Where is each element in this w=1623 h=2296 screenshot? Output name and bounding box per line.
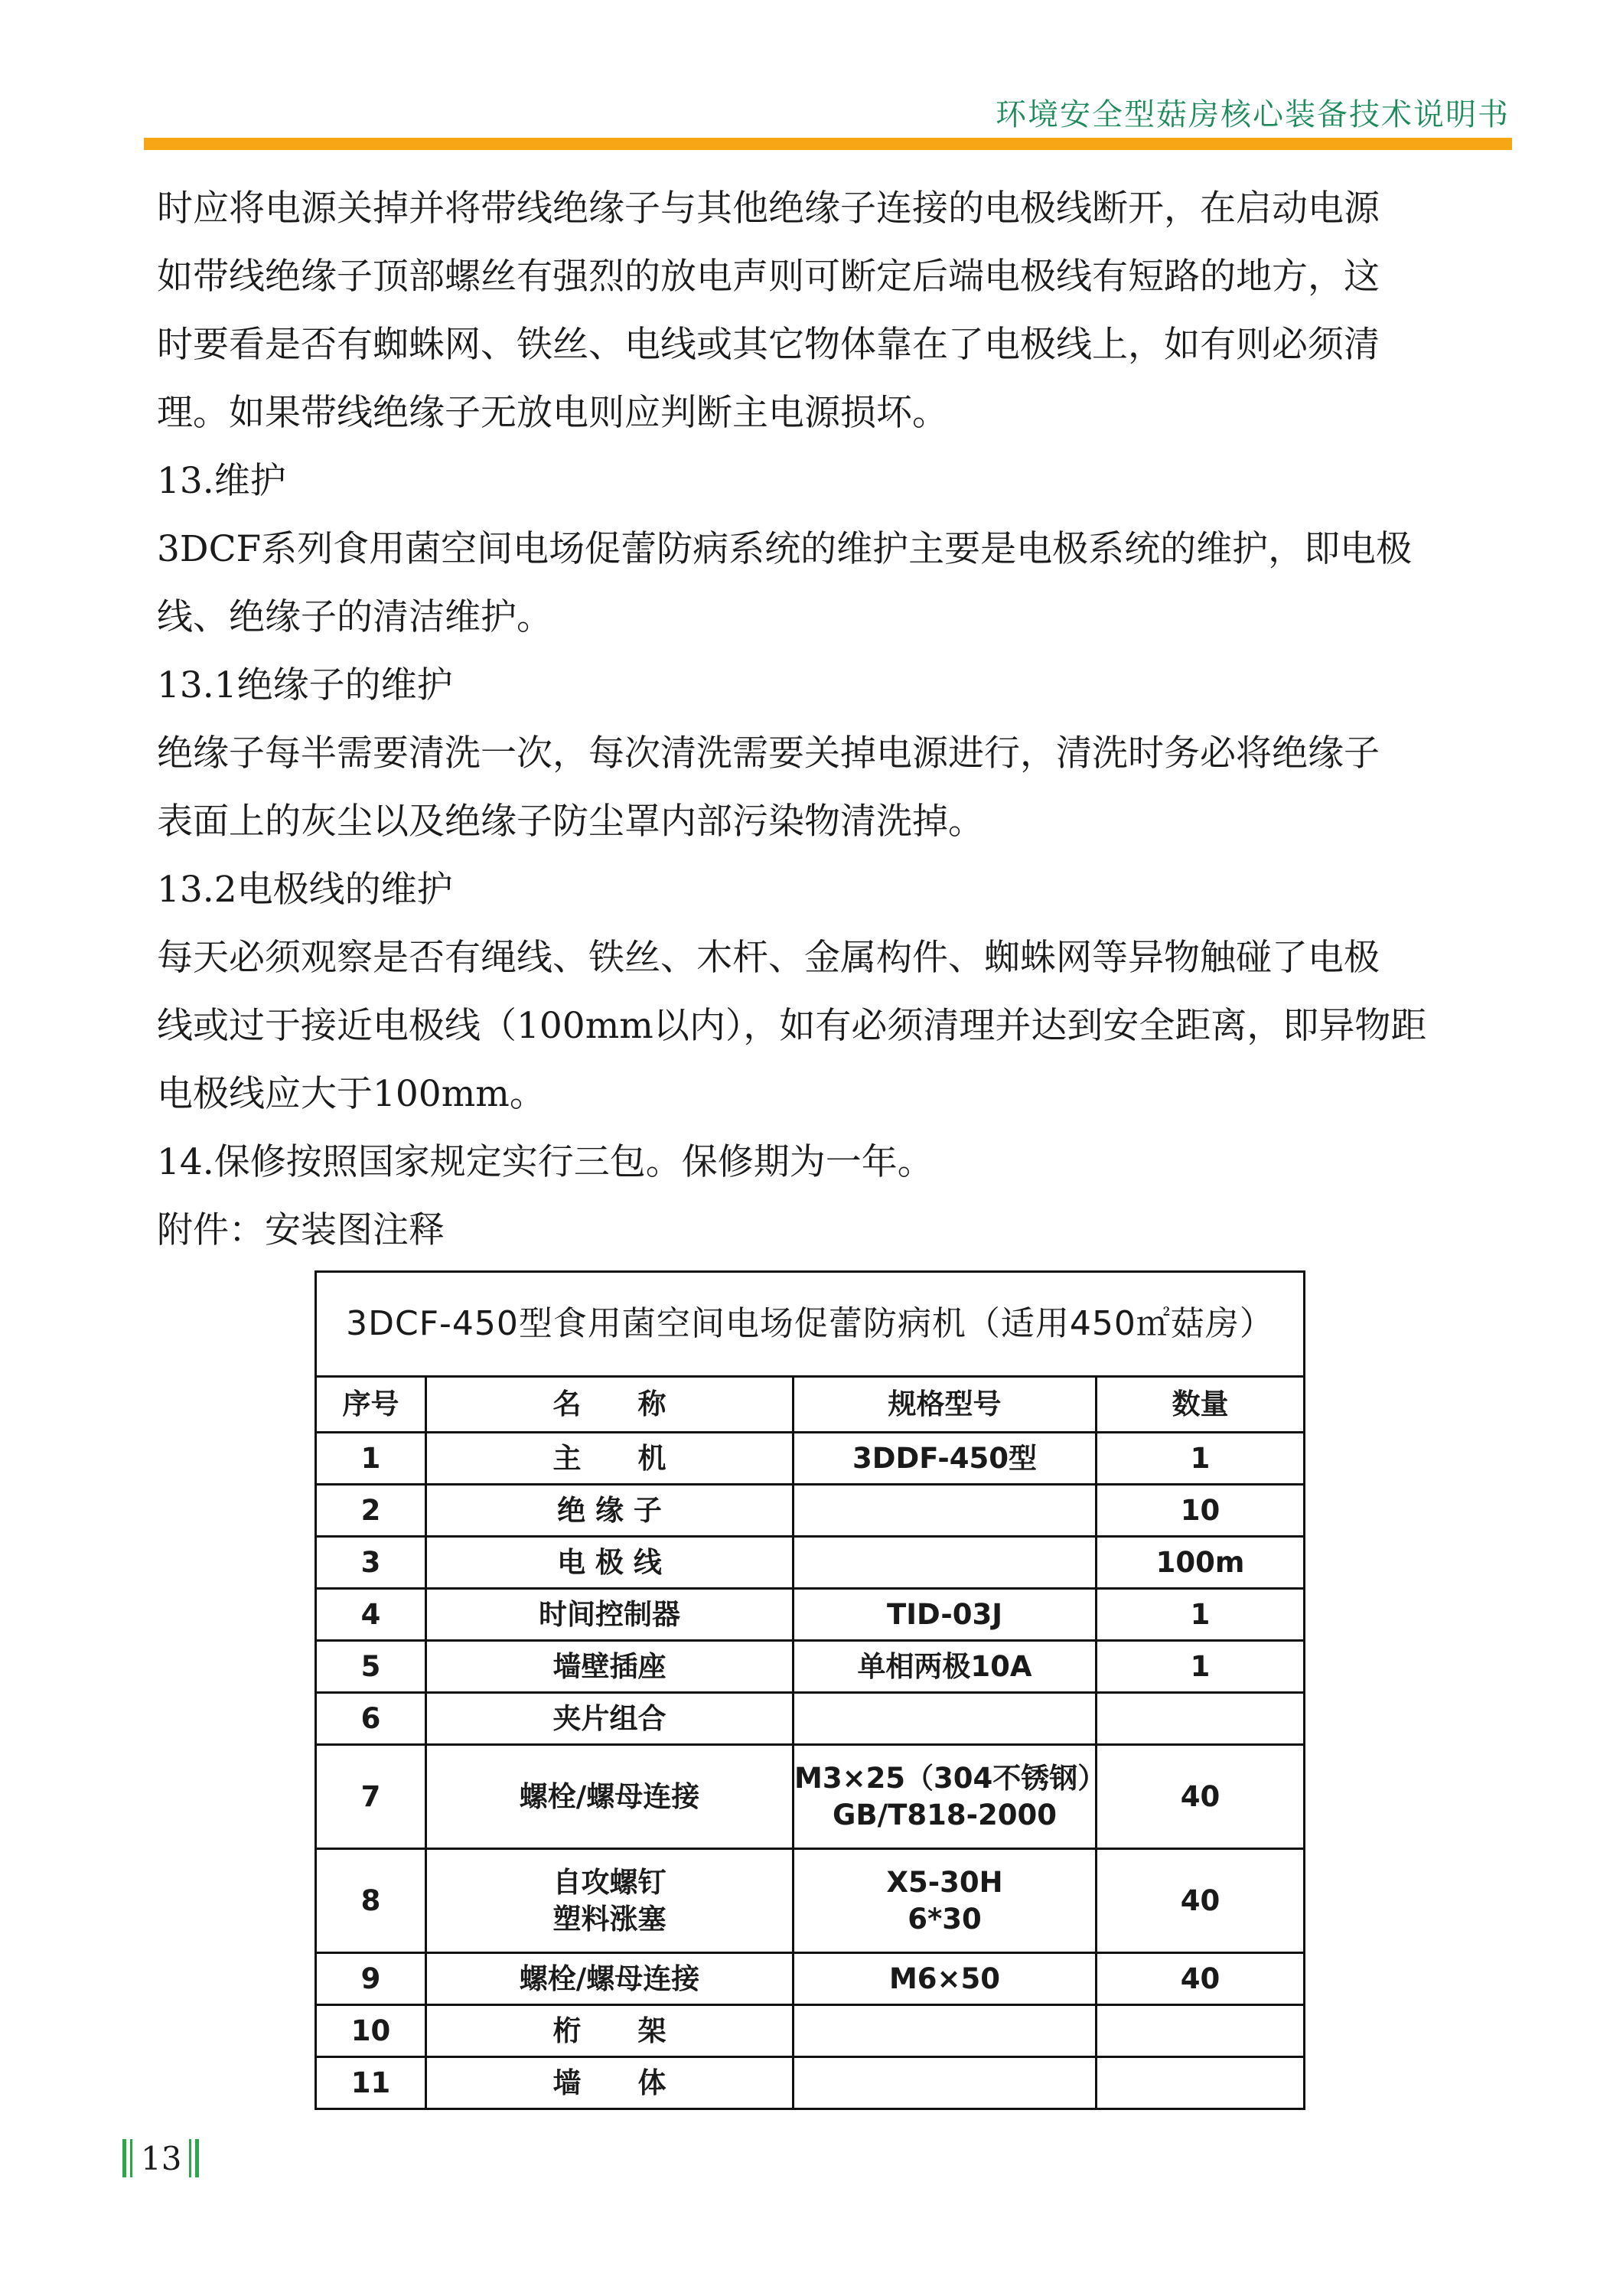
cell-spec: [794, 2005, 1097, 2057]
cell-no-text: 1: [360, 1441, 381, 1475]
cell-name-text: 桁 架: [552, 2014, 666, 2047]
cell-spec-text: 3DDF-450型: [852, 1441, 1037, 1475]
table-row: [316, 1433, 1305, 1485]
cell-no: [316, 1849, 426, 1953]
cell-name-text: 绝 缘 子: [557, 1493, 662, 1527]
paragraph-line: 时应将电源关掉并将带线绝缘子与其他绝缘子连接的电极线断开，在启动电源: [157, 188, 1380, 230]
table-row: [316, 2005, 1305, 2057]
cell-qty-text: 10: [1180, 1493, 1221, 1527]
cell-name-text: 自攻螺钉: [552, 1865, 666, 1899]
cell-no: [316, 1745, 426, 1849]
footer-bar: [122, 2139, 126, 2177]
cell-spec: [794, 1485, 1097, 1537]
table-row: [316, 2057, 1305, 2109]
footer-bar: [189, 2139, 191, 2177]
table-row: [316, 1589, 1305, 1641]
cell-no-text: 5: [360, 1649, 381, 1683]
cell-spec: [794, 1849, 1097, 1953]
cell-qty: [1097, 1537, 1305, 1589]
cell-name: [426, 1641, 794, 1693]
table-row: [316, 1641, 1305, 1693]
cell-spec-text: GB/T818-2000: [833, 1798, 1057, 1831]
header-spec: 规格型号: [794, 1377, 1097, 1433]
header-divider: [144, 138, 1512, 150]
cell-spec: [794, 1953, 1097, 2005]
cell-spec-text: 单相两极10A: [857, 1649, 1032, 1683]
cell-name-text: 螺栓/螺母连接: [519, 1962, 700, 1995]
cell-no: [316, 1589, 426, 1641]
cell-name: [426, 2005, 794, 2057]
section-heading: 13.2电极线的维护: [157, 869, 453, 911]
cell-no-text: 6: [360, 1701, 381, 1735]
header-name: 名 称: [426, 1377, 794, 1433]
cell-no: [316, 1953, 426, 2005]
cell-no: [316, 1485, 426, 1537]
cell-qty-text: 40: [1180, 1883, 1221, 1917]
cell-qty-text: 1: [1190, 1597, 1211, 1631]
cell-name-text: 主 机: [552, 1441, 666, 1475]
paragraph-line: 表面上的灰尘以及绝缘子防尘罩内部污染物清洗掉。: [157, 801, 984, 843]
cell-name: [426, 1589, 794, 1641]
table-row: [316, 1537, 1305, 1589]
cell-name: [426, 1485, 794, 1537]
cell-spec-text: TID-03J: [886, 1597, 1003, 1631]
table-row: [316, 1953, 1305, 2005]
cell-qty: [1097, 1485, 1305, 1537]
paragraph-line: 理。如果带线绝缘子无放电则应判断主电源损坏。: [157, 392, 948, 434]
table-row: [316, 1849, 1305, 1953]
cell-qty: [1097, 1641, 1305, 1693]
cell-no-text: 3: [360, 1545, 381, 1579]
cell-qty: [1097, 1849, 1305, 1953]
table-row: [316, 1745, 1305, 1849]
cell-spec-text: X5-30H: [886, 1865, 1003, 1899]
cell-name: [426, 1433, 794, 1485]
cell-spec: [794, 2057, 1097, 2109]
cell-name-text: 墙壁插座: [552, 1649, 666, 1683]
paragraph-line: 线、绝缘子的清洁维护。: [157, 596, 552, 638]
paragraph-line: 绝缘子每半需要清洗一次，每次清洗需要关掉电源进行，清洗时务必将绝缘子: [157, 732, 1380, 775]
paragraph-line: 14.保修按照国家规定实行三包。保修期为一年。: [157, 1141, 934, 1183]
cell-no: [316, 1433, 426, 1485]
paragraph-line: 时要看是否有蜘蛛网、铁丝、电线或其它物体靠在了电极线上，如有则必须清: [157, 324, 1380, 366]
cell-no: [316, 1693, 426, 1745]
paragraph-line: 附件：安装图注释: [157, 1209, 445, 1251]
paragraph-line: 3DCF系列食用菌空间电场促蕾防病系统的维护主要是电极系统的维护，即电极: [157, 528, 1413, 570]
cell-spec: [794, 1745, 1106, 1849]
cell-qty: [1097, 2057, 1305, 2109]
cell-qty: [1097, 1433, 1305, 1485]
cell-qty: [1097, 2005, 1305, 2057]
cell-no-text: 9: [360, 1962, 381, 1995]
cell-spec: [794, 1537, 1097, 1589]
footer-bar: [195, 2139, 199, 2177]
cell-spec-text: M6×50: [888, 1962, 1001, 1995]
cell-name-text: 螺栓/螺母连接: [519, 1779, 700, 1813]
cell-name-text: 夹片组合: [552, 1701, 666, 1735]
cell-qty-text: 1: [1190, 1649, 1211, 1683]
cell-name-text: 墙 体: [552, 2066, 666, 2099]
body-text: [157, 174, 1511, 1264]
parts-table: [314, 1270, 1305, 2110]
paragraph-line: 线或过于接近电极线（100mm以内），如有必须清理并达到安全距离，即异物距: [157, 1005, 1427, 1047]
cell-name: [426, 1693, 794, 1745]
cell-name-text: 电 极 线: [557, 1545, 662, 1579]
document-title: 环境安全型菇房核心装备技术说明书: [996, 97, 1510, 132]
parts-table-container: [314, 1270, 1303, 2110]
cell-qty-text: 100m: [1155, 1545, 1245, 1579]
header-no: 序号: [316, 1377, 426, 1433]
cell-spec: [794, 1641, 1097, 1693]
cell-qty: [1097, 1745, 1305, 1849]
cell-no-text: 11: [350, 2066, 391, 2099]
footer-bar: [130, 2139, 132, 2177]
paragraph-line: 每天必须观察是否有绳线、铁丝、木杆、金属构件、蜘蛛网等异物触碰了电极: [157, 937, 1380, 979]
cell-name: [426, 1537, 794, 1589]
table-row: [316, 1485, 1305, 1537]
cell-no-text: 4: [360, 1597, 381, 1631]
cell-no: [316, 2005, 426, 2057]
page-number: 13: [141, 2139, 182, 2177]
page-footer: [122, 2139, 203, 2177]
cell-spec-text: M3×25（304不锈钢）: [794, 1761, 1106, 1795]
cell-spec: [794, 1589, 1097, 1641]
paragraph-line: 电极线应大于100mm。: [157, 1073, 546, 1115]
cell-no-text: 10: [350, 2014, 391, 2047]
cell-name-text: 塑料涨塞: [552, 1902, 666, 1936]
header-qty: 数量: [1097, 1377, 1305, 1433]
cell-name: [426, 1745, 794, 1849]
table-row: [316, 1693, 1305, 1745]
cell-name: [426, 1849, 794, 1953]
cell-spec: [794, 1693, 1097, 1745]
cell-no: [316, 1537, 426, 1589]
cell-no: [316, 1641, 426, 1693]
cell-no: [316, 2057, 426, 2109]
cell-no-text: 8: [360, 1883, 381, 1917]
cell-spec-text: 6*30: [908, 1902, 982, 1936]
table-header-row: [316, 1377, 1305, 1433]
cell-spec: [794, 1433, 1097, 1485]
cell-qty: [1097, 1953, 1305, 2005]
section-heading: 13.1绝缘子的维护: [157, 664, 453, 706]
cell-no-text: 7: [360, 1779, 381, 1813]
cell-qty-text: 1: [1190, 1441, 1211, 1475]
cell-qty: [1097, 1693, 1305, 1745]
table-caption: 3DCF-450型食用菌空间电场促蕾防病机（适用450㎡菇房）: [316, 1272, 1305, 1377]
cell-qty-text: 40: [1180, 1962, 1221, 1995]
cell-name-text: 时间控制器: [539, 1597, 680, 1631]
paragraph-line: 如带线绝缘子顶部螺丝有强烈的放电声则可断定后端电极线有短路的地方，这: [157, 256, 1380, 298]
cell-name: [426, 1953, 794, 2005]
cell-qty: [1097, 1589, 1305, 1641]
cell-qty-text: 40: [1180, 1779, 1221, 1813]
section-heading: 13.维护: [157, 460, 286, 502]
cell-name: [426, 2057, 794, 2109]
table-body: [316, 1433, 1305, 2109]
cell-no-text: 2: [360, 1493, 381, 1527]
